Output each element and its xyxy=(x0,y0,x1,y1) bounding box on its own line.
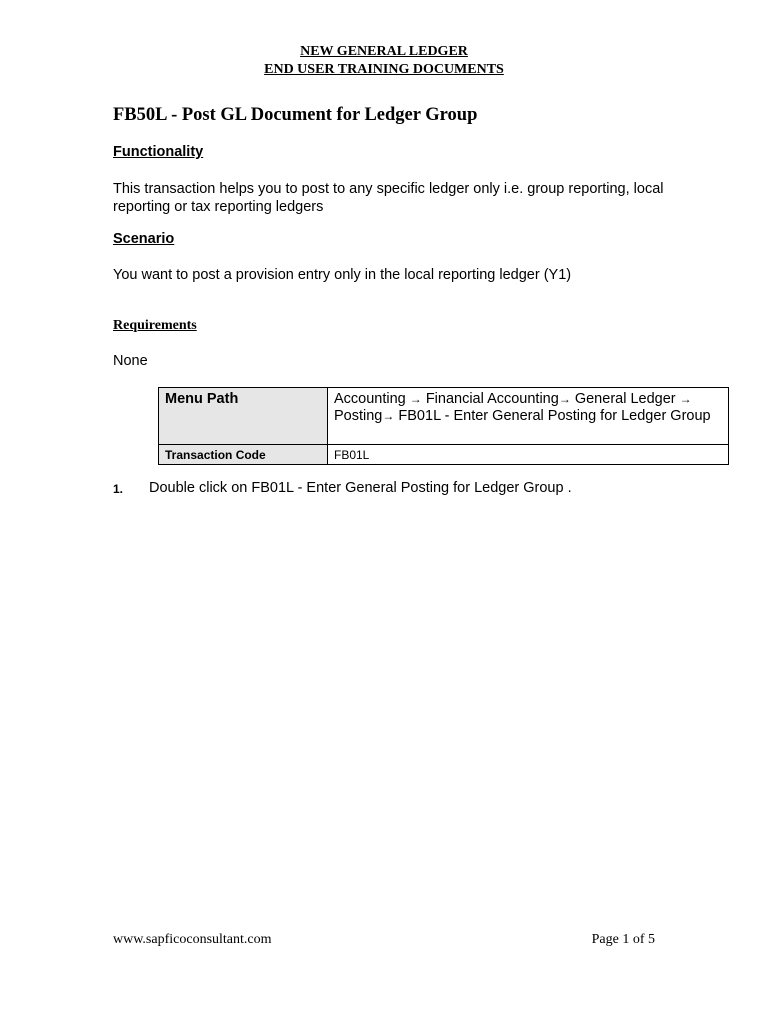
step-number: 1. xyxy=(113,482,124,496)
footer-page-number: Page 1 of 5 xyxy=(591,932,655,947)
scenario-text: You want to post a provision entry only in the local reporting ledger (Y1) xyxy=(113,267,572,283)
requirements-text: None xyxy=(113,353,148,369)
transaction-code-label: Transaction Code xyxy=(159,445,328,465)
step-text: Double click on FB01L - Enter General Posting for Ledger Group . xyxy=(149,480,572,496)
scenario-heading: Scenario xyxy=(113,231,175,247)
menu-path-item: FB01L - Enter General Posting for Ledger Group xyxy=(398,408,711,424)
document-title: FB50L - Post GL Document for Ledger Group xyxy=(113,105,478,125)
transaction-code-row xyxy=(159,445,729,465)
menu-path-item: Posting xyxy=(334,408,383,424)
requirements-heading: Requirements xyxy=(113,318,197,333)
footer-website: www.sapficoconsultant.com xyxy=(113,932,272,947)
arrow-right-icon: → xyxy=(558,392,571,406)
arrow-right-icon: → xyxy=(409,392,422,406)
header-title-line-2: END USER TRAINING DOCUMENTS xyxy=(264,62,504,77)
menu-path-item: General Ledger xyxy=(574,391,676,407)
menu-path-row xyxy=(159,388,729,445)
arrow-right-icon: → xyxy=(679,392,692,406)
header-title-line-1: NEW GENERAL LEDGER xyxy=(300,44,468,59)
arrow-right-icon: → xyxy=(382,409,395,423)
menu-path-value xyxy=(328,388,729,445)
menu-path-table xyxy=(158,387,729,465)
menu-path-label: Menu Path xyxy=(159,388,328,445)
functionality-text: This transaction helps you to post to any specific ledger only i.e. group reporting, local reporting or tax reporting ledgers xyxy=(113,181,664,215)
menu-path-item: Accounting xyxy=(334,391,406,407)
menu-path-item: Financial Accounting xyxy=(425,391,559,407)
functionality-heading: Functionality xyxy=(113,144,204,160)
transaction-code-value: FB01L xyxy=(328,445,729,465)
